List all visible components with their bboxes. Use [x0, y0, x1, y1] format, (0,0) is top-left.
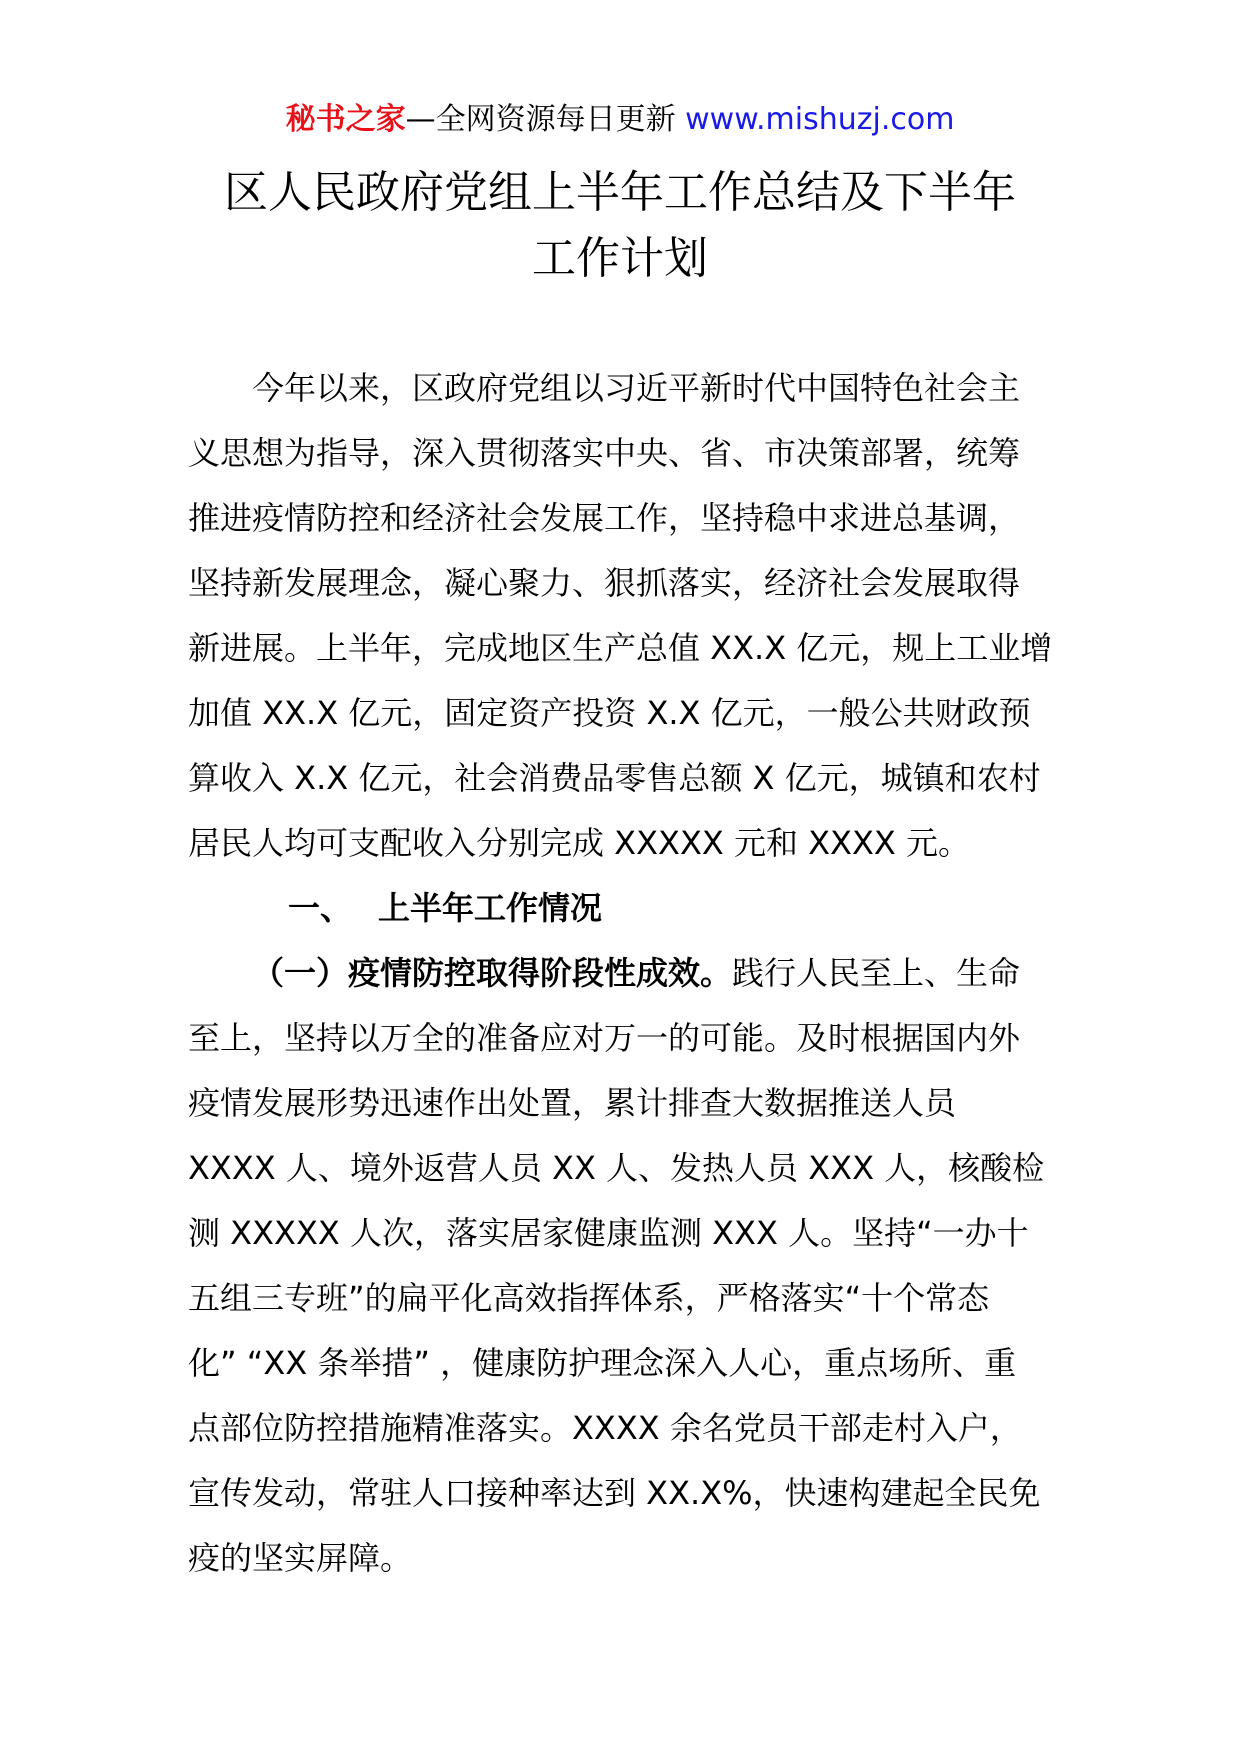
text-line: 算收入 X.X 亿元，社会消费品零售总额 X 亿元，城镇和农村 — [188, 759, 1041, 797]
text-line: 新进展。上半年，完成地区生产总值 XX.X 亿元，规上工业增 — [188, 629, 1053, 667]
text-line: 加值 XX.X 亿元，固定资产投资 X.X 亿元，一般公共财政预 — [188, 694, 1031, 732]
text-line: 疫的坚实屏障。 — [188, 1539, 413, 1577]
text-line: 疫情发展形势迅速作出处置，累计排查大数据推送人员 — [188, 1084, 957, 1122]
text-line: 推进疫情防控和经济社会发展工作，坚持稳中求进总基调， — [188, 499, 1021, 537]
text-line: 今年以来，区政府党组以习近平新时代中国特色社会主 — [252, 369, 1021, 407]
section-heading — [188, 876, 1068, 941]
text-line: 居民人均可支配收入分别完成 XXXXX 元和 XXXX 元。 — [188, 824, 970, 862]
text-line: 义思想为指导，深入贯彻落实中央、省、市决策部署，统筹 — [188, 434, 1021, 472]
section-title: 上半年工作情况 — [378, 889, 603, 927]
title-line: 工作计划 — [532, 233, 708, 284]
text-line: 宣传发动，常驻人口接种率达到 XX.X%，快速构建起全民免 — [188, 1474, 1041, 1512]
document-body — [188, 356, 1068, 1591]
text-line: 五组三专班”的扁平化高效指挥体系，严格落实“十个常态 — [188, 1279, 990, 1317]
section-number: 一、 — [288, 889, 353, 927]
title-line: 区人民政府党组上半年工作总结及下半年 — [224, 167, 1016, 218]
text-line: XXXX 人、境外返营人员 XX 人、发热人员 XXX 人，核酸检 — [188, 1149, 1045, 1187]
subsection-paragraph — [188, 941, 1068, 1591]
document-title — [160, 160, 1080, 292]
intro-paragraph — [188, 356, 1068, 876]
text-line: 测 XXXXX 人次，落实居家健康监测 XXX 人。坚持“一办十 — [188, 1214, 1029, 1252]
text-line: 点部位防控措施精准落实。XXXX 余名党员干部走村入户， — [188, 1409, 1022, 1447]
site-banner — [0, 100, 1240, 140]
brand-name: 秘书之家 — [285, 102, 406, 137]
text-run: 践行人民至上、生命 — [732, 954, 1021, 992]
text-line: 坚持新发展理念，凝心聚力、狠抓落实，经济社会发展取得 — [188, 564, 1021, 602]
text-line — [188, 941, 1068, 1006]
site-url-link[interactable]: www.mishuzj.com — [685, 102, 955, 137]
subsection-heading: （一）疫情防控取得阶段性成效。 — [252, 954, 733, 992]
banner-slogan: —全网资源每日更新 — [405, 102, 676, 137]
text-line: 化” “XX 条举措” ，健康防护理念深入人心，重点场所、重 — [188, 1344, 1017, 1382]
text-line: 至上，坚持以万全的准备应对万一的可能。及时根据国内外 — [188, 1019, 1021, 1057]
